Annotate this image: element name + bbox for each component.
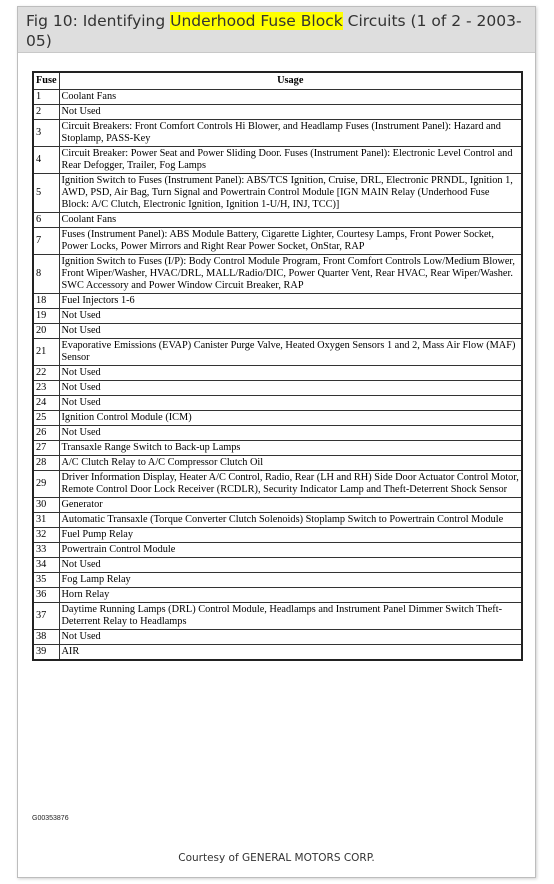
table-row	[33, 294, 522, 309]
fuse-usage-cell: Circuit Breaker: Power Seat and Power Sliding Door. Fuses (Instrument Panel): Electronic Level Control and Rear Defogger, Trailer, Fog Lamps	[59, 147, 522, 174]
fuse-number-cell: 4	[33, 147, 59, 174]
figure-title	[26, 11, 528, 51]
table-row	[33, 513, 522, 528]
fuse-number-cell: 36	[33, 588, 59, 603]
fuse-number-cell: 38	[33, 630, 59, 645]
fuse-number-cell: 35	[33, 573, 59, 588]
table-row	[33, 456, 522, 471]
table-row	[33, 630, 522, 645]
fuse-number-cell: 3	[33, 120, 59, 147]
fuse-usage-cell: Not Used	[59, 324, 522, 339]
fuse-table-image	[30, 71, 523, 829]
title-prefix: Fig 10: Identifying	[26, 12, 171, 30]
table-row	[33, 324, 522, 339]
fuse-usage-cell: Ignition Switch to Fuses (Instrument Panel): ABS/TCS Ignition, Cruise, DRL, Electronic PRNDL, Ignition 1, AWD, PSD, Air Bag, Turn Signal and Powertrain Control Module [IGN MAIN Relay (Underhood Fuse Block: A/C Clutch, Electronic Ignition, Ignition 1-U/H, INJ, TCC)]	[59, 174, 522, 213]
fuse-number-cell: 24	[33, 396, 59, 411]
figure-title-bar	[18, 7, 535, 53]
fuse-usage-cell: Driver Information Display, Heater A/C Control, Radio, Rear (LH and RH) Side Door Actuator Control Motor, Remote Control Door Lock Receiver (RCDLR), Security Indicator Lamp and Theft-Deterrent Shock Sensor	[59, 471, 522, 498]
figure-frame	[17, 6, 536, 878]
table-row	[33, 426, 522, 441]
fuse-usage-cell: Powertrain Control Module	[59, 543, 522, 558]
fuse-number-cell: 6	[33, 213, 59, 228]
column-header-usage: Usage	[59, 72, 522, 90]
table-row	[33, 645, 522, 661]
fuse-number-cell: 31	[33, 513, 59, 528]
table-row	[33, 228, 522, 255]
fuse-number-cell: 25	[33, 411, 59, 426]
table-row	[33, 174, 522, 213]
fuse-number-cell: 28	[33, 456, 59, 471]
table-row	[33, 366, 522, 381]
table-row	[33, 588, 522, 603]
fuse-usage-cell: Coolant Fans	[59, 90, 522, 105]
figure-code: G00353876	[32, 815, 69, 822]
fuse-usage-cell: Not Used	[59, 105, 522, 120]
fuse-number-cell: 21	[33, 339, 59, 366]
fuse-usage-cell: Not Used	[59, 426, 522, 441]
fuse-number-cell: 39	[33, 645, 59, 661]
fuse-number-cell: 32	[33, 528, 59, 543]
table-row	[33, 603, 522, 630]
fuse-usage-cell: AIR	[59, 645, 522, 661]
fuse-number-cell: 7	[33, 228, 59, 255]
fuse-usage-cell: Not Used	[59, 630, 522, 645]
fuse-usage-cell: Fog Lamp Relay	[59, 573, 522, 588]
fuse-usage-cell: Transaxle Range Switch to Back-up Lamps	[59, 441, 522, 456]
table-row	[33, 396, 522, 411]
fuse-usage-cell: Not Used	[59, 309, 522, 324]
table-row	[33, 543, 522, 558]
fuse-number-cell: 34	[33, 558, 59, 573]
fuse-usage-cell: Evaporative Emissions (EVAP) Canister Purge Valve, Heated Oxygen Sensors 1 and 2, Mass Air Flow (MAF) Sensor	[59, 339, 522, 366]
fuse-number-cell: 1	[33, 90, 59, 105]
fuse-number-cell: 37	[33, 603, 59, 630]
table-row	[33, 90, 522, 105]
table-row	[33, 255, 522, 294]
table-row	[33, 381, 522, 396]
fuse-usage-cell: Ignition Control Module (ICM)	[59, 411, 522, 426]
fuse-number-cell: 26	[33, 426, 59, 441]
fuse-usage-cell: Ignition Switch to Fuses (I/P): Body Control Module Program, Front Comfort Controls Low/Medium Blower, Front Wiper/Washer, HVAC/DRL, MALL/Radio/DIC, Power Quarter Vent, Rear HVAC, Rear Wiper/Washer. SWC Accessory and Power Window Circuit Breaker, RAP	[59, 255, 522, 294]
fuse-usage-cell: Not Used	[59, 396, 522, 411]
fuse-number-cell: 22	[33, 366, 59, 381]
table-row	[33, 309, 522, 324]
fuse-usage-cell: Horn Relay	[59, 588, 522, 603]
table-row	[33, 441, 522, 456]
fuse-number-cell: 8	[33, 255, 59, 294]
courtesy-caption: Courtesy of GENERAL MOTORS CORP.	[178, 852, 375, 864]
fuse-number-cell: 33	[33, 543, 59, 558]
fuse-number-cell: 2	[33, 105, 59, 120]
fuse-usage-cell: Coolant Fans	[59, 213, 522, 228]
table-header-row	[33, 72, 522, 90]
fuse-number-cell: 20	[33, 324, 59, 339]
column-header-fuse: Fuse	[33, 72, 59, 90]
table-row	[33, 411, 522, 426]
fuse-usage-cell: Fuel Injectors 1-6	[59, 294, 522, 309]
table-row	[33, 105, 522, 120]
fuse-usage-cell: Fuel Pump Relay	[59, 528, 522, 543]
fuse-usage-cell: Generator	[59, 498, 522, 513]
fuse-usage-cell: Circuit Breakers: Front Comfort Controls Hi Blower, and Headlamp Fuses (Instrument Panel): Hazard and Stoplamp, PASS-Key	[59, 120, 522, 147]
fuse-usage-cell: Automatic Transaxle (Torque Converter Clutch Solenoids) Stoplamp Switch to Powertrain Control Module	[59, 513, 522, 528]
table-row	[33, 120, 522, 147]
table-row	[33, 498, 522, 513]
table-row	[33, 339, 522, 366]
fuse-table	[32, 71, 523, 661]
fuse-number-cell: 29	[33, 471, 59, 498]
fuse-number-cell: 5	[33, 174, 59, 213]
fuse-usage-cell: Not Used	[59, 381, 522, 396]
fuse-usage-cell: Daytime Running Lamps (DRL) Control Module, Headlamps and Instrument Panel Dimmer Switch Theft-Deterrent Relay to Headlamps	[59, 603, 522, 630]
fuse-number-cell: 18	[33, 294, 59, 309]
table-row	[33, 471, 522, 498]
fuse-number-cell: 27	[33, 441, 59, 456]
fuse-usage-cell: Fuses (Instrument Panel): ABS Module Battery, Cigarette Lighter, Courtesy Lamps, Front Power Socket, Power Locks, Power Mirrors and Right Rear Power Socket, OnStar, RAP	[59, 228, 522, 255]
table-body	[33, 90, 522, 661]
fuse-usage-cell: Not Used	[59, 558, 522, 573]
table-row	[33, 147, 522, 174]
table-row	[33, 528, 522, 543]
title-suffix: Circuits (1 of 2 - 2003-05)	[26, 12, 522, 50]
fuse-number-cell: 30	[33, 498, 59, 513]
table-row	[33, 558, 522, 573]
fuse-number-cell: 23	[33, 381, 59, 396]
title-highlight: Underhood Fuse Block	[170, 12, 343, 30]
table-row	[33, 213, 522, 228]
fuse-usage-cell: A/C Clutch Relay to A/C Compressor Clutch Oil	[59, 456, 522, 471]
table-row	[33, 573, 522, 588]
fuse-number-cell: 19	[33, 309, 59, 324]
fuse-usage-cell: Not Used	[59, 366, 522, 381]
